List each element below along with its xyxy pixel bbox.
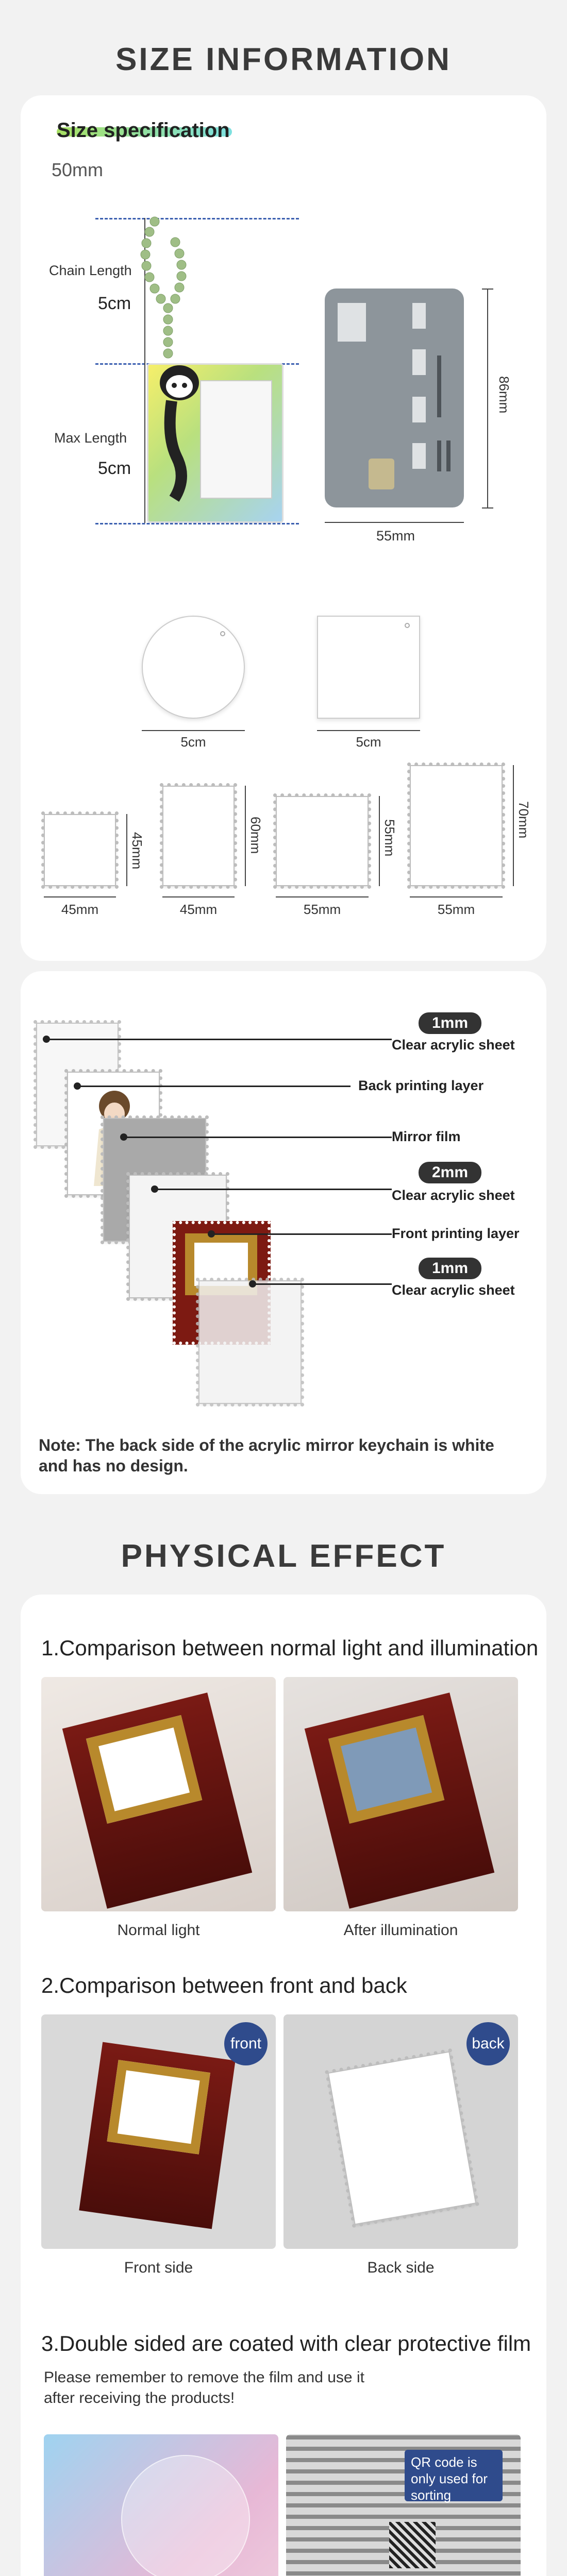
stamp-1-height: 45mm — [129, 832, 145, 870]
pointer-line — [77, 1086, 351, 1087]
section-1-title: 1.Comparison between normal light and illumination — [41, 1636, 539, 1660]
size-information-heading: SIZE INFORMATION — [115, 42, 452, 77]
stamp-55x55 — [276, 796, 369, 886]
max-length-value: 5cm — [98, 459, 131, 478]
gold-frame — [107, 2060, 210, 2154]
size-card — [21, 95, 546, 961]
section-3-text-line-2: after receiving the products! — [44, 2389, 235, 2406]
pointer-line — [46, 1039, 392, 1040]
circle-shape — [142, 616, 245, 719]
physical-effect-heading: PHYSICAL EFFECT — [121, 1538, 446, 1574]
card-height-label: 86mm — [496, 376, 512, 414]
square-width-line — [317, 730, 420, 731]
photo-after-illumination — [284, 1677, 518, 1911]
keychain-photo-area — [200, 380, 272, 499]
layer-clear-sheet-3 — [198, 1280, 302, 1404]
white-back-keychain — [328, 2051, 476, 2225]
card-chip — [369, 459, 394, 489]
photo-back-side — [284, 2014, 518, 2249]
keychain-red-card — [62, 1692, 252, 1908]
pointer-line — [211, 1233, 392, 1235]
photo-film-front — [44, 2434, 278, 2576]
layers-note: Note: The back side of the acrylic mirror keychain is white and has no design. — [39, 1436, 494, 1475]
stamp-3-height: 55mm — [382, 819, 397, 857]
card-block — [412, 397, 426, 422]
circle-size-label: 5cm — [180, 734, 206, 750]
ball-chain-icon — [134, 216, 201, 371]
square-shape — [317, 616, 420, 719]
layer-4-name: Clear acrylic sheet — [392, 1188, 515, 1203]
hole — [405, 623, 410, 628]
back-badge: back — [466, 2022, 510, 2065]
pointer-line — [124, 1137, 392, 1138]
section-3-text-line-1: Please remember to remove the film and use it — [44, 2369, 364, 2386]
tick — [482, 289, 493, 290]
card-stripe — [437, 355, 441, 417]
front-side-caption: Front side — [124, 2259, 193, 2276]
qr-note: QR code is only used for sorting — [405, 2450, 503, 2501]
square-size-label: 5cm — [356, 734, 381, 750]
card-width-label: 55mm — [376, 528, 415, 544]
layer-2-name: Back printing layer — [358, 1078, 484, 1093]
chain-length-value: 5cm — [98, 294, 131, 313]
layer-1-name: Clear acrylic sheet — [392, 1037, 515, 1053]
card-stripe — [437, 440, 441, 471]
layer-3-name: Mirror film — [392, 1129, 461, 1144]
stamp-45x45 — [44, 814, 116, 886]
pointer-line — [253, 1283, 392, 1285]
dim — [513, 765, 514, 886]
dim — [410, 896, 503, 897]
section-3-text — [44, 2367, 364, 2409]
layer-4-thickness: 2mm — [419, 1162, 481, 1183]
after-illumination-caption: After illumination — [343, 1922, 458, 1939]
card-block — [412, 349, 426, 375]
layer-6-thickness: 1mm — [419, 1258, 481, 1279]
photo-film-back — [286, 2434, 521, 2576]
max-bottom-guide — [95, 523, 299, 524]
stamp-2-width: 45mm — [179, 902, 218, 917]
stamp-3-width: 55mm — [303, 902, 341, 917]
layers-card — [21, 971, 546, 1494]
stamp-55x70 — [410, 765, 503, 886]
chain-length-label: Chain Length — [49, 263, 132, 278]
bank-card-reference — [325, 289, 464, 507]
layer-5-name: Front printing layer — [392, 1226, 520, 1241]
keychain-preview — [147, 363, 284, 523]
stamp-4-width: 55mm — [437, 902, 475, 917]
spec-size: 50mm — [52, 159, 104, 180]
card-width-line — [325, 522, 464, 523]
keychain-red-card — [305, 1692, 494, 1908]
stamp-4-height: 70mm — [516, 801, 531, 839]
keychain-red-card — [79, 2042, 235, 2229]
card-stripe — [446, 440, 451, 471]
max-length-label: Max Length — [54, 430, 127, 446]
normal-light-caption: Normal light — [117, 1922, 200, 1939]
dim — [162, 896, 235, 897]
dim — [44, 896, 116, 897]
back-side-caption: Back side — [367, 2259, 435, 2276]
cat-character-icon — [151, 354, 208, 509]
front-badge: front — [224, 2022, 268, 2065]
gold-frame — [86, 1715, 202, 1824]
stamp-2-height: 60mm — [248, 817, 263, 854]
pointer-line — [155, 1189, 392, 1190]
qr-code-icon — [389, 2522, 436, 2568]
stamp-1-width: 45mm — [61, 902, 99, 917]
photo-normal-light — [41, 1677, 276, 1911]
card-block — [412, 303, 426, 329]
hole — [220, 631, 225, 636]
dim — [379, 796, 380, 886]
card-block — [412, 443, 426, 469]
gold-frame-illuminated — [328, 1715, 444, 1824]
dim — [245, 786, 246, 886]
section-3-title: 3.Double sided are coated with clear protective film — [41, 2331, 531, 2355]
layer-1-thickness: 1mm — [419, 1012, 481, 1034]
dim — [126, 814, 127, 886]
dim — [276, 896, 369, 897]
layer-6-name: Clear acrylic sheet — [392, 1282, 515, 1298]
protective-film — [121, 2455, 250, 2576]
circle-width-line — [142, 730, 245, 731]
spec-title: Size specification — [57, 119, 230, 142]
card-height-line — [487, 289, 488, 507]
stamp-45x60 — [162, 786, 235, 886]
tick — [482, 507, 493, 509]
effect-card — [21, 1595, 546, 2576]
card-block — [338, 303, 366, 342]
section-2-title: 2.Comparison between front and back — [41, 1973, 407, 1997]
photo-front-side — [41, 2014, 276, 2249]
